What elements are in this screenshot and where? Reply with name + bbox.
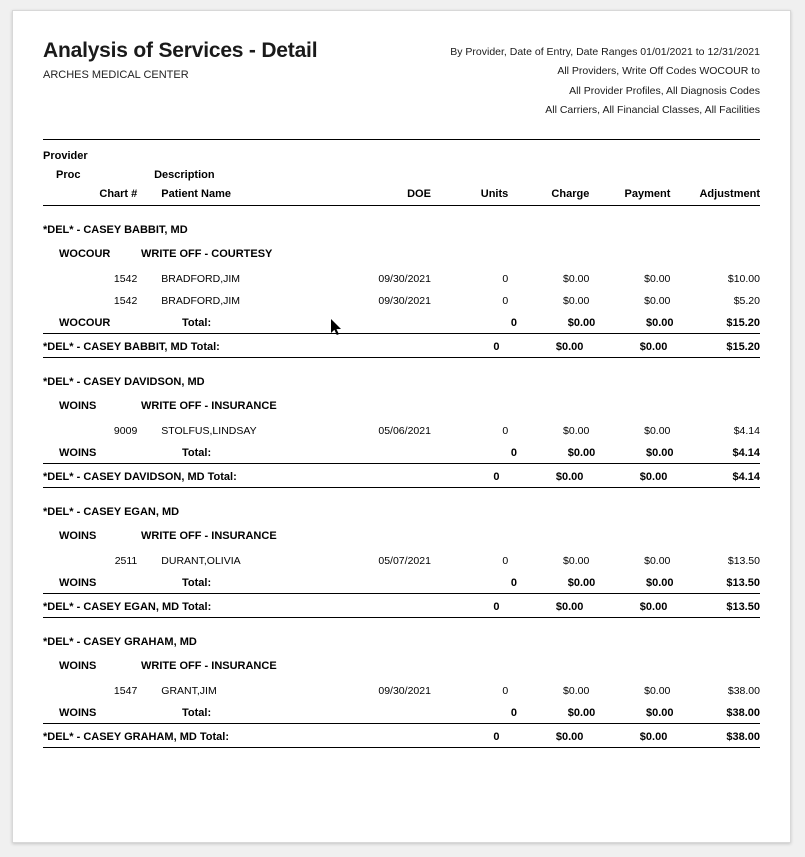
provider-total-label: *DEL* - CASEY EGAN, MD Total:	[43, 600, 212, 613]
header-charge: Charge	[551, 187, 590, 200]
header-provider: Provider	[43, 149, 88, 162]
table-row	[43, 273, 760, 285]
provider-total-adjustment: $38.00	[726, 730, 760, 743]
cell-units: 0	[502, 424, 509, 437]
writeoff-code: WOINS	[59, 659, 97, 672]
provider-total-divider	[43, 357, 760, 358]
table-row	[43, 685, 760, 697]
code-total-charge: $0.00	[567, 706, 596, 719]
provider-heading: *DEL* - CASEY BABBIT, MD	[43, 223, 188, 236]
column-headers	[43, 150, 760, 206]
cell-charge: $0.00	[563, 684, 590, 697]
provider-total-units: 0	[493, 470, 500, 483]
provider-group	[43, 224, 760, 358]
cell-patient-name: GRANT,JIM	[161, 684, 217, 697]
facility-name: ARCHES MEDICAL CENTER	[43, 69, 189, 81]
cell-adjustment: $4.14	[733, 424, 760, 437]
criteria-line-3: All Provider Profiles, All Diagnosis Codes	[569, 84, 760, 97]
code-total-divider	[43, 593, 760, 594]
table-row	[43, 295, 760, 307]
cell-chart: 1547	[113, 684, 138, 697]
cell-charge: $0.00	[563, 554, 590, 567]
code-total-row	[43, 447, 760, 459]
criteria-line-2: All Providers, Write Off Codes WOCOUR to	[557, 65, 760, 78]
cell-charge: $0.00	[563, 424, 590, 437]
code-total-label: Total:	[182, 576, 212, 589]
provider-total-divider	[43, 617, 760, 618]
provider-total-row	[43, 731, 760, 743]
code-total-charge: $0.00	[567, 316, 596, 329]
writeoff-code-description: WRITE OFF - INSURANCE	[141, 659, 277, 672]
provider-total-label: *DEL* - CASEY BABBIT, MD Total:	[43, 340, 220, 353]
provider-total-charge: $0.00	[555, 730, 584, 743]
header-adjustment: Adjustment	[699, 187, 760, 200]
provider-total-row	[43, 471, 760, 483]
cell-chart: 9009	[113, 424, 138, 437]
provider-total-divider	[43, 747, 760, 748]
cell-chart: 1542	[113, 272, 138, 285]
provider-total-row	[43, 601, 760, 613]
code-total-divider	[43, 723, 760, 724]
writeoff-code: WOINS	[59, 399, 97, 412]
cell-chart: 1542	[113, 294, 138, 307]
provider-total-adjustment: $4.14	[732, 470, 760, 483]
writeoff-code-line	[43, 400, 760, 412]
writeoff-code: WOINS	[59, 529, 97, 542]
cell-adjustment: $38.00	[727, 684, 760, 697]
provider-total-label: *DEL* - CASEY GRAHAM, MD Total:	[43, 730, 229, 743]
report-sheet	[12, 10, 791, 843]
code-total-code: WOCOUR	[59, 316, 111, 329]
cell-patient-name: STOLFUS,LINDSAY	[161, 424, 257, 437]
provider-total-payment: $0.00	[639, 600, 668, 613]
code-total-code: WOINS	[59, 576, 97, 589]
code-total-adjustment: $15.20	[726, 316, 760, 329]
cell-units: 0	[502, 684, 509, 697]
code-total-payment: $0.00	[646, 706, 674, 719]
cell-doe: 09/30/2021	[378, 272, 431, 285]
code-total-charge: $0.00	[567, 446, 596, 459]
title-block	[43, 37, 317, 81]
cell-payment: $0.00	[644, 424, 671, 437]
cell-adjustment: $13.50	[727, 554, 760, 567]
provider-total-charge: $0.00	[555, 340, 584, 353]
writeoff-code: WOCOUR	[59, 247, 111, 260]
code-total-units: 0	[510, 706, 517, 719]
provider-total-adjustment: $15.20	[726, 340, 760, 353]
cell-patient-name: DURANT,OLIVIA	[161, 554, 241, 567]
code-total-payment: $0.00	[646, 576, 674, 589]
provider-total-charge: $0.00	[555, 470, 584, 483]
code-total-adjustment: $13.50	[726, 576, 760, 589]
cell-doe: 09/30/2021	[378, 684, 431, 697]
cell-patient-name: BRADFORD,JIM	[161, 294, 241, 307]
cell-payment: $0.00	[644, 272, 671, 285]
provider-group	[43, 506, 760, 618]
provider-total-units: 0	[493, 730, 500, 743]
provider-heading: *DEL* - CASEY GRAHAM, MD	[43, 635, 197, 648]
cell-units: 0	[502, 272, 509, 285]
page-title: Analysis of Services - Detail	[43, 39, 318, 62]
header-description: Description	[154, 168, 215, 181]
header-detail-row	[43, 188, 760, 200]
criteria-line-1: By Provider, Date of Entry, Date Ranges 01/01/2021 to 12/31/2021	[450, 46, 760, 58]
code-total-code: WOINS	[59, 446, 97, 459]
provider-group	[43, 376, 760, 488]
provider-total-units: 0	[493, 600, 500, 613]
cell-payment: $0.00	[644, 684, 671, 697]
header-proc-row	[43, 169, 760, 181]
writeoff-code-description: WRITE OFF - INSURANCE	[141, 399, 277, 412]
code-total-row	[43, 707, 760, 719]
provider-total-divider	[43, 487, 760, 488]
writeoff-code-line	[43, 530, 760, 542]
code-total-units: 0	[510, 446, 517, 459]
provider-total-row	[43, 341, 760, 353]
code-total-payment: $0.00	[646, 446, 674, 459]
cell-payment: $0.00	[644, 294, 671, 307]
code-total-divider	[43, 333, 760, 334]
provider-total-units: 0	[493, 340, 500, 353]
provider-total-adjustment: $13.50	[726, 600, 760, 613]
cell-patient-name: BRADFORD,JIM	[161, 272, 241, 285]
code-total-payment: $0.00	[646, 316, 674, 329]
code-total-divider	[43, 463, 760, 464]
table-row	[43, 555, 760, 567]
header-doe: DOE	[407, 187, 431, 200]
cell-charge: $0.00	[563, 294, 590, 307]
cell-doe: 05/07/2021	[378, 554, 431, 567]
report-criteria	[450, 37, 760, 121]
cell-units: 0	[502, 294, 509, 307]
provider-total-payment: $0.00	[639, 730, 668, 743]
cell-adjustment: $10.00	[727, 272, 760, 285]
code-total-label: Total:	[182, 446, 212, 459]
provider-heading: *DEL* - CASEY EGAN, MD	[43, 505, 180, 518]
header-chart: Chart #	[99, 187, 138, 200]
writeoff-code-description: WRITE OFF - INSURANCE	[141, 529, 277, 542]
provider-total-charge: $0.00	[555, 600, 584, 613]
code-total-label: Total:	[182, 706, 212, 719]
header-proc: Proc	[56, 168, 81, 181]
cell-charge: $0.00	[563, 272, 590, 285]
writeoff-code-description: WRITE OFF - COURTESY	[141, 247, 273, 260]
code-total-row	[43, 577, 760, 589]
code-total-code: WOINS	[59, 706, 97, 719]
writeoff-code-line	[43, 660, 760, 672]
column-header-divider	[43, 205, 760, 206]
header-divider	[43, 139, 760, 140]
header-units: Units	[480, 187, 509, 200]
cell-units: 0	[502, 554, 509, 567]
cell-doe: 09/30/2021	[378, 294, 431, 307]
header-payment: Payment	[624, 187, 671, 200]
writeoff-code-line	[43, 248, 760, 260]
criteria-line-4: All Carriers, All Financial Classes, All Facilities	[545, 104, 760, 117]
code-total-adjustment: $38.00	[726, 706, 760, 719]
provider-heading: *DEL* - CASEY DAVIDSON, MD	[43, 375, 205, 388]
cell-doe: 05/06/2021	[378, 424, 431, 437]
code-total-adjustment: $4.14	[732, 446, 760, 459]
cell-chart: 2511	[114, 554, 138, 567]
cell-payment: $0.00	[644, 554, 671, 567]
code-total-units: 0	[510, 316, 517, 329]
report-header	[43, 37, 760, 121]
cell-adjustment: $5.20	[733, 294, 760, 307]
code-total-row	[43, 317, 760, 329]
provider-total-payment: $0.00	[639, 470, 668, 483]
code-total-label: Total:	[182, 316, 212, 329]
header-patient-name: Patient Name	[161, 187, 231, 200]
code-total-charge: $0.00	[567, 576, 596, 589]
code-total-units: 0	[510, 576, 517, 589]
table-row	[43, 425, 760, 437]
provider-group	[43, 636, 760, 748]
provider-total-payment: $0.00	[639, 340, 668, 353]
provider-total-label: *DEL* - CASEY DAVIDSON, MD Total:	[43, 470, 237, 483]
